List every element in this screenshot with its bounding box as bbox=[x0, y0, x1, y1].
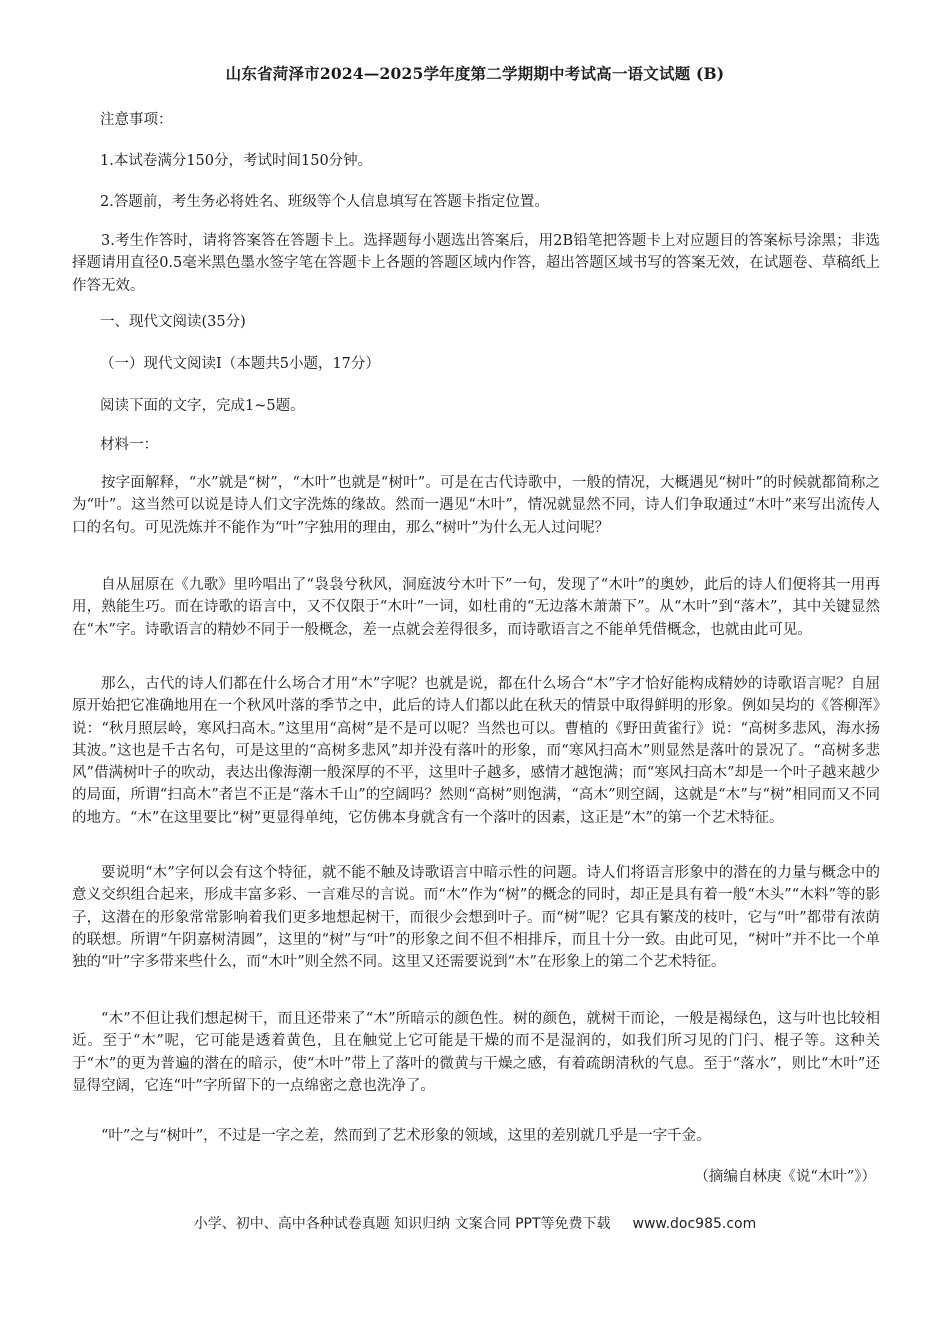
paragraph: “木”不但让我们想起树干，而且还带来了“木”所暗示的颜色性。树的颜色，就树干而论，一般是褐绿色，这与叶也比较相近。至于“木”呢，它可能是透着黄色，且在触觉上它可能是干燥的而不是湿润的，如我们所习见的门闩、棍子等。这种关于“木”的更为普遍的潜在的暗示，使“木叶”带上了落叶的微黄与干燥之感，有着疏朗清秋的气息。至于“落水”，则比“木叶”还显得空阔，它连“叶”字所留下的一点绵密之意也洗净了。 bbox=[72, 1011, 880, 1094]
footer-url: www.doc985.com bbox=[632, 1216, 757, 1232]
footer-text: 小学、初中、高中各种试卷真题 知识归纳 文案合同 PPT等免费下载 bbox=[193, 1216, 611, 1232]
section-heading: 一、现代文阅读(35分) bbox=[100, 314, 246, 330]
page-footer bbox=[0, 1213, 950, 1233]
paragraph: 自从屈原在《九歌》里吟唱出了“袅袅兮秋风，洞庭波兮木叶下”一句，发现了“木叶”的奥妙，此后的诗人们便将其一用再用，熟能生巧。而在诗歌的语言中，又不仅限于“木叶”一词，如杜甫的“无边落木萧萧下”。从“木叶”到“落木”，其中关键显然在“木”字。诗歌语言的精妙不同于一般概念，差一点就会差得很多，而诗歌语言之不能单凭借概念，也就由此可见。 bbox=[72, 577, 880, 638]
paragraph: “叶”之与“树叶”，不过是一字之差，然而到了艺术形象的领域，这里的差别就几乎是一字千金。 bbox=[101, 1128, 711, 1144]
sub-section-heading: （一）现代文阅读Ⅰ（本题共5小题，17分） bbox=[100, 356, 380, 372]
paragraph: 那么，古代的诗人们都在什么场合才用“木”字呢？也就是说，都在什么场合“木”字才恰好能构成精妙的诗歌语言呢？自屈原开始把它准确地用在一个秋风叶落的季节之中，此后的诗人们都以此在秋天的情景中取得鲜明的形象。例如吴均的《答柳浑》说：“秋月照层岭，寒风扫高木。”这里用“高树”是不是可以呢？当然也可以。曹植的《野田黄雀行》说：“高树多悲风，海水扬其波。”这也是千古名句，可是这里的“高树多悲风”却并没有落叶的形象，而“寒风扫高木”则显然是落叶的景况了。“高树多悲风”借满树叶子的吹动，表达出像海潮一般深厚的不平，这里叶子越多，感情才越饱满；而“寒风扫高木”却是一个叶子越来越少的局面，所谓“扫高木”者岂不正是“落木千山”的空阔吗？然则“高树”则饱满，“高木”则空阔，这就是“木”与“树”相同而又不同的地方。“木”在这里要比“树”更显得单纯，它仿佛本身就含有一个落叶的因素，这正是“木”的第一个艺术特征。 bbox=[72, 676, 880, 826]
material-label: 材料一： bbox=[100, 437, 158, 453]
notice-item-3: 3.考生作答时，请将答案答在答题卡上。选择题每小题选出答案后，用2B铅笔把答题卡上对应题目的答案标号涂黑；非选择题请用直径0.5毫米黑色墨水签字笔在答题卡上各题的答题区域内作答，超出答题区域书写的答案无效，在试题卷、草稿纸上作答无效。 bbox=[72, 233, 880, 294]
reading-instruction: 阅读下面的文字，完成1~5题。 bbox=[100, 398, 305, 414]
notice-item-1: 1.本试卷满分150分，考试时间150分钟。 bbox=[100, 153, 373, 169]
paragraph: 按字面解释，“水”就是“树”，“木叶”也就是“树叶”。可是在古代诗歌中，一般的情况，大概遇见“树叶”的时候就都简称之为“叶”。这当然可以说是诗人们文字洗炼的缘故。然而一遇见“木叶”，情况就显然不同，诗人们争取通过“木叶”来写出流传人口的名句。可见洗炼并不能作为“叶”字独用的理由，那么“树叶”为什么无人过问呢？ bbox=[72, 475, 880, 536]
exam-title: 山东省菏泽市2024—2025学年度第二学期期中考试高一语文试题 (B) bbox=[225, 64, 725, 83]
notice-heading: 注意事项： bbox=[100, 112, 173, 128]
paragraph: 要说明“木”字何以会有这个特征，就不能不触及诗歌语言中暗示性的问题。诗人们将语言形象中的潜在的力量与概念中的意义交织组合起来，形成丰富多彩、一言难尽的言说。而“木”作为“树”的概念的同时，却正是具有着一般“木头”“木料”等的影子，这潜在的形象常常影响着我们更多地想起树干，而很少会想到叶子。而“树”呢？它具有繁茂的枝叶，它与“叶”都带有浓荫的联想。所谓“午阴嘉树清圆”，这里的“树”与“叶”的形象之间不但不相排斥，而且十分一致。由此可见，“树叶”并不比一个单独的“叶”字多带来些什么，而“木叶”则全然不同。这里又还需要说到“木”在形象上的第二个艺术特征。 bbox=[72, 865, 880, 971]
source-citation: （摘编自林庚《说“木叶”》） bbox=[694, 1169, 876, 1185]
notice-item-2: 2.答题前，考生务必将姓名、班级等个人信息填写在答题卡指定位置。 bbox=[100, 194, 549, 210]
